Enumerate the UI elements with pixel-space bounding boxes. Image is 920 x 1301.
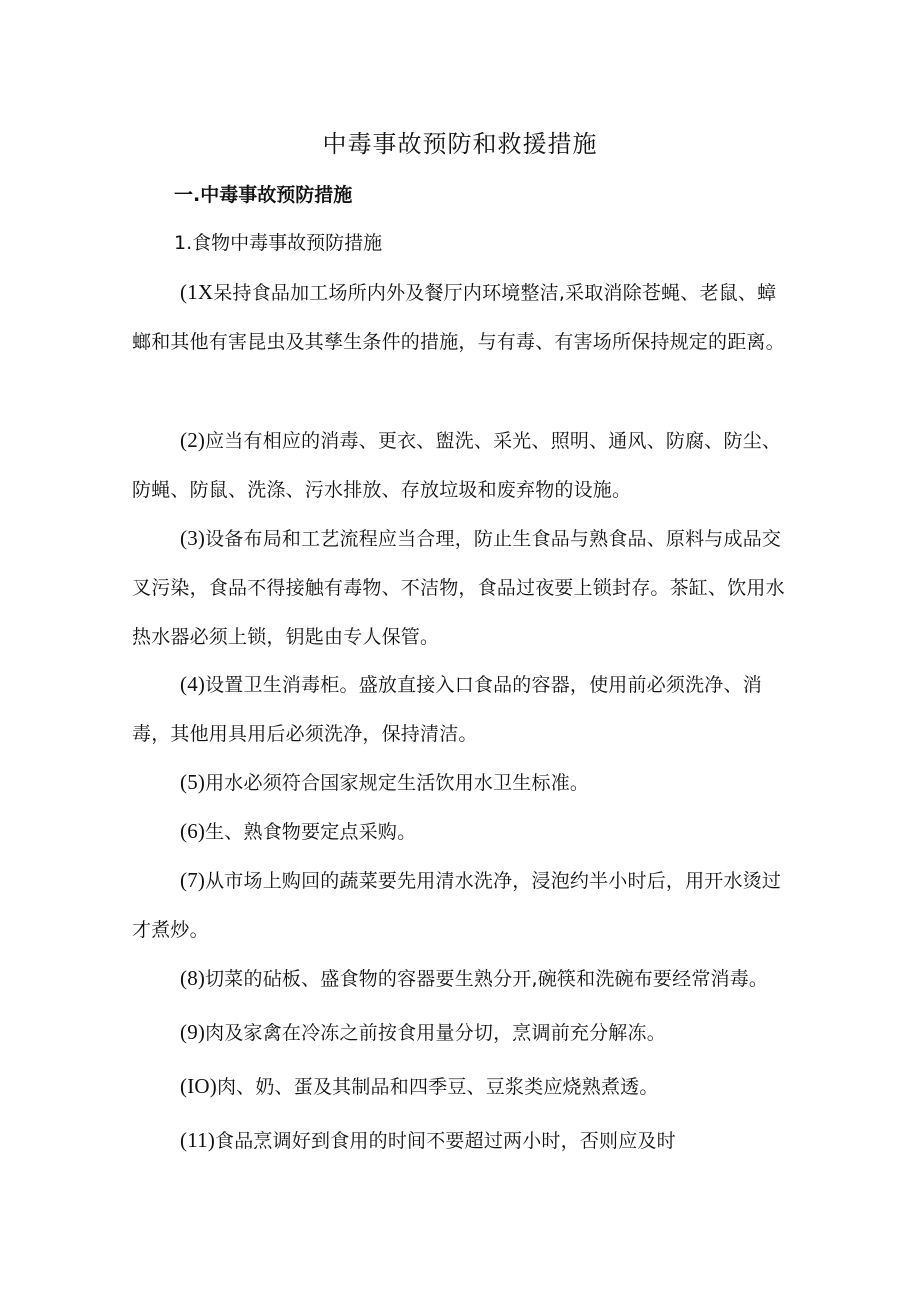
item-text: 应当有相应的消毒、更衣、盥洗、采光、照明、通风、防腐、防尘、防蝇、防鼠、洗涤、污水排放、存放垃圾和废弃物的设施。 [132, 430, 782, 501]
measure-item-10 [132, 1062, 792, 1112]
measure-item-2 [132, 416, 792, 515]
item-number: (2) [180, 428, 206, 452]
measure-item-11 [132, 1116, 792, 1166]
subsection-heading: 1.食物中毒事故预防措施 [174, 232, 383, 254]
item-number: (6) [180, 819, 206, 843]
item-text: 肉及家禽在冷冻之前按食用量分切，烹调前充分解冻。 [205, 1022, 666, 1044]
document-title: 中毒事故预防和救援措施 [322, 130, 598, 158]
item-number: (3) [180, 526, 206, 550]
measure-item-1 [132, 268, 792, 367]
measure-item-7 [132, 856, 792, 955]
item-number: (8) [180, 966, 206, 990]
measure-item-4 [132, 660, 792, 759]
item-number: (11) [180, 1128, 216, 1152]
item-number: (7) [180, 868, 206, 892]
item-text: 用水必须符合国家规定生活饮用水卫生标准。 [205, 772, 590, 794]
item-text: 从市场上购回的蔬菜要先用清水洗净，浸泡约半小时后，用开水烫过才煮炒。 [132, 870, 782, 941]
item-text: 肉、奶、蛋及其制品和四季豆、豆浆类应烧熟煮透。 [216, 1076, 659, 1098]
measure-item-6 [132, 807, 792, 857]
measure-item-3 [132, 514, 792, 662]
item-text: 生、熟食物要定点采购。 [205, 821, 417, 843]
measure-item-9 [132, 1008, 792, 1058]
item-number: (1X [180, 280, 214, 304]
item-number: (5) [180, 770, 206, 794]
item-text: 呆持食品加工场所内外及餐厅内环境整洁,采取消除苍蝇、老鼠、蟑螂和其他有害昆虫及其孳生条件的措施，与有毒、有害场所保持规定的距离。 [132, 282, 785, 353]
item-text: 设备布局和工艺流程应当合理，防止生食品与熟食品、原料与成品交叉污染，食品不得接触有毒物、不洁物，食品过夜要上锁封存。茶缸、饮用水热水器必须上锁，钥匙由专人保管。 [132, 528, 785, 648]
item-text: 设置卫生消毒柜。盛放直接入口食品的容器，使用前必须洗净、消毒，其他用具用后必须洗净，保持清洁。 [132, 674, 762, 745]
item-text: 食品烹调好到食用的时间不要超过两小时，否则应及时 [215, 1130, 676, 1152]
item-number: (9) [180, 1020, 206, 1044]
item-number: (IO) [180, 1074, 217, 1098]
item-number: (4) [180, 672, 206, 696]
item-text: 切菜的砧板、盛食物的容器要生熟分开,碗筷和洗碗布要经常消毒。 [205, 968, 769, 990]
measure-item-5 [132, 758, 792, 808]
section-heading: 一.中毒事故预防措施 [174, 184, 353, 206]
measure-item-8 [132, 954, 792, 1004]
